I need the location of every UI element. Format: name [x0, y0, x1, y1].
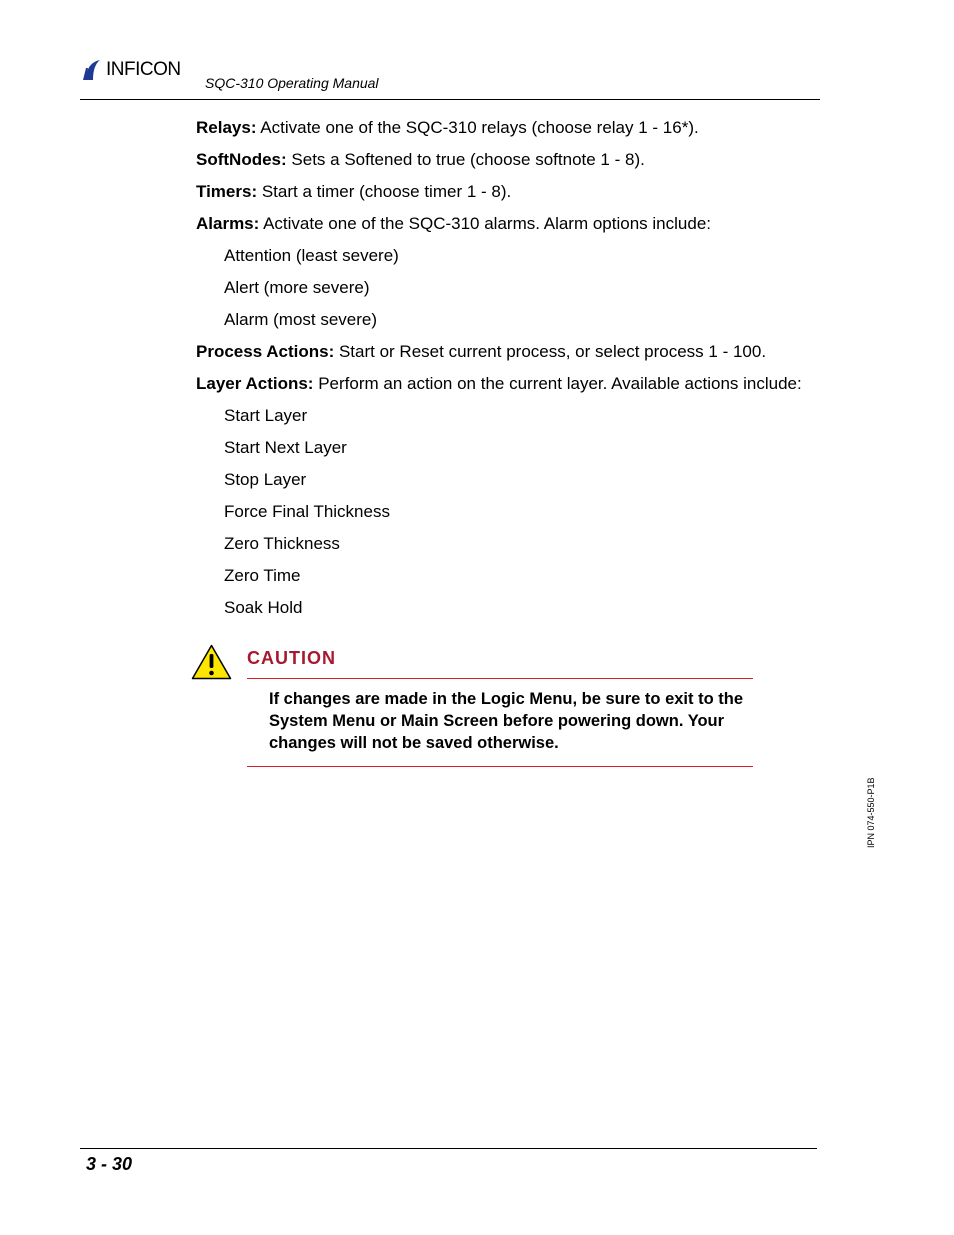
caution-divider-top [247, 678, 753, 679]
alarm-option: Alarm (most severe) [224, 310, 378, 329]
paragraph-text: Activate one of the SQC-310 alarms. Alarm options include: [259, 214, 711, 233]
layer-action-item: Start Next Layer [224, 438, 347, 457]
paragraph-label: Alarms: [196, 214, 260, 233]
paragraph-label: SoftNodes: [196, 150, 287, 169]
layer-action-item: Zero Thickness [224, 534, 340, 553]
caution-heading: CAUTION [247, 648, 336, 668]
layer-action-item: Stop Layer [224, 470, 307, 489]
paragraph-layer-actions [196, 374, 802, 394]
layer-action-item: Start Layer [224, 406, 308, 425]
paragraph-process-actions [196, 342, 766, 362]
paragraph-relays [196, 118, 699, 138]
caution-message: If changes are made in the Logic Menu, be sure to exit to the System Menu or Main Screen before powering down. Your changes will not be saved otherwise. [269, 690, 744, 752]
warning-triangle-icon [191, 644, 232, 680]
paragraph-label: Timers: [196, 182, 258, 201]
paragraph-label: Relays: [196, 118, 257, 137]
layer-action-item: Zero Time [224, 566, 301, 585]
header-divider [80, 99, 820, 100]
paragraph-text: Start or Reset current process, or select process 1 - 100. [334, 342, 767, 361]
alarm-option: Attention (least severe) [224, 246, 399, 265]
inficon-logo-mark-icon [82, 58, 104, 82]
paragraph-text: Sets a Softened to true (choose softnote 1 - 8). [286, 150, 645, 169]
footer-divider [80, 1148, 817, 1149]
paragraph-text: Perform an action on the current layer. Available actions include: [313, 374, 802, 393]
paragraph-label: Layer Actions: [196, 374, 314, 393]
manual-title: SQC-310 Operating Manual [205, 75, 379, 91]
paragraph-softnodes [196, 150, 645, 170]
caution-divider-bottom [247, 766, 753, 767]
paragraph-alarms [196, 214, 711, 234]
logo-text: INFICON [106, 59, 181, 80]
paragraph-label: Process Actions: [196, 342, 335, 361]
paragraph-text: Activate one of the SQC-310 relays (choose relay 1 - 16*). [256, 118, 699, 137]
document-part-number: IPN 074-550-P1B [866, 777, 876, 848]
alarm-option: Alert (more severe) [224, 278, 370, 297]
paragraph-timers [196, 182, 511, 202]
layer-action-item: Force Final Thickness [224, 502, 390, 521]
paragraph-text: Start a timer (choose timer 1 - 8). [257, 182, 512, 201]
page-number: 3 - 30 [86, 1154, 133, 1174]
inficon-logo [82, 58, 181, 82]
layer-action-item: Soak Hold [224, 598, 303, 617]
